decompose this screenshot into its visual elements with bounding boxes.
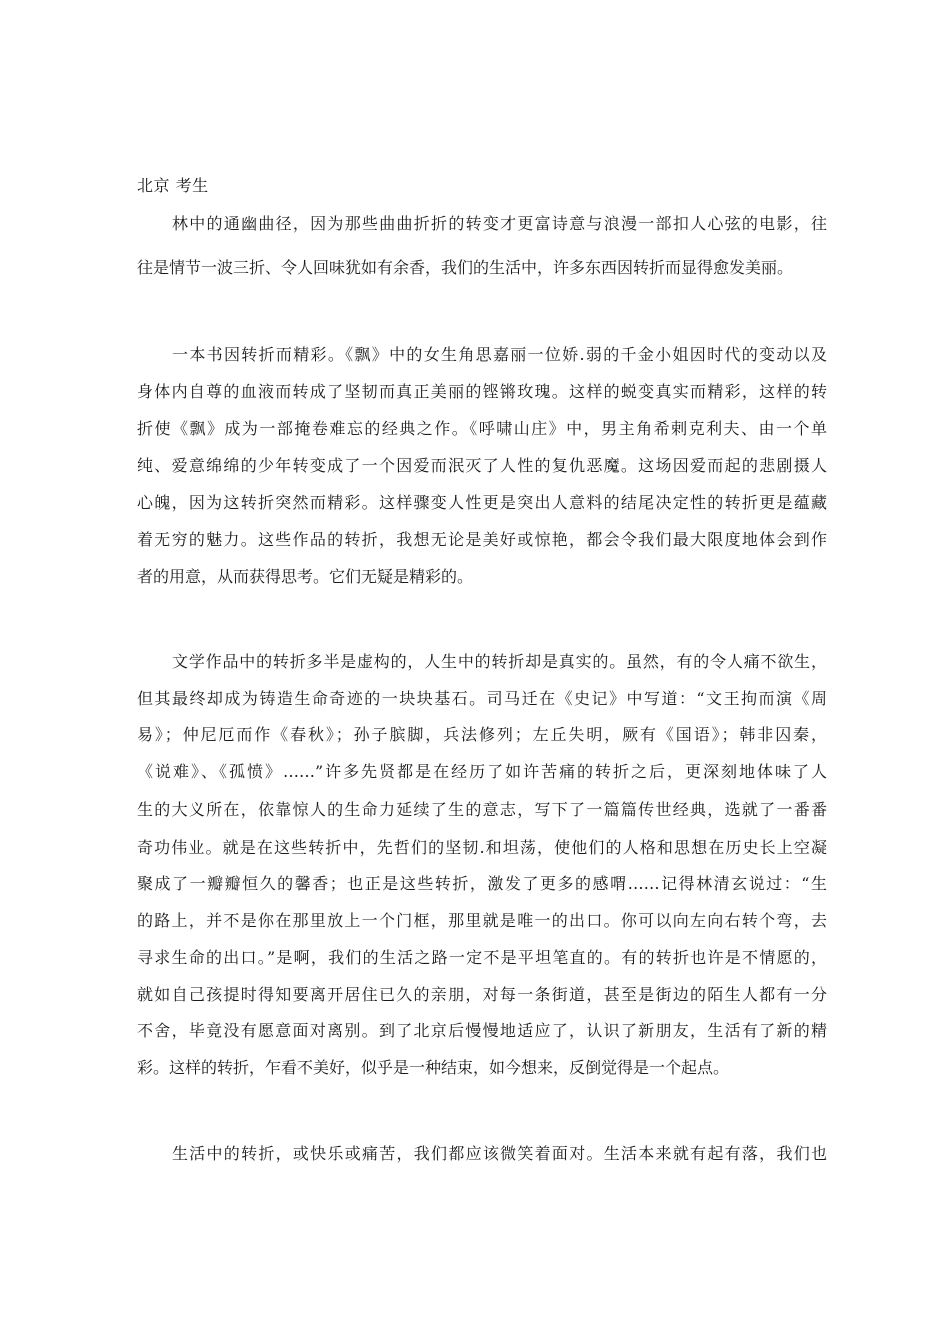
- paragraph-2-line-4: 纯、爱意绵绵的少年转变成了一个因爱而泯灭了人性的复仇恶魔。这场因爱而起的悲剧摄人: [137, 456, 827, 475]
- author-line: 北京 考生: [137, 176, 209, 195]
- paragraph-2-line-3: 折使《飘》成为一部掩卷难忘的经典之作。《呼啸山庄》中，男主角希剌克利夫、由一个单: [137, 419, 827, 438]
- paragraph-2-line-6: 着无穷的魅力。这些作品的转折，我想无论是美好或惊艳，都会令我们最大限度地体会到作: [137, 530, 827, 549]
- paragraph-4-line-1: 生活中的转折，或快乐或痛苦，我们都应该微笑着面对。生活本来就有起有落，我们也: [172, 1144, 827, 1163]
- paragraph-1-line-1: 林中的通幽曲径，因为那些曲曲折折的转变才更富诗意与浪漫一部扣人心弦的电影，往: [172, 214, 827, 233]
- paragraph-2-line-1: 一本书因转折而精彩。《飘》中的女生角思嘉丽一位娇.弱的千金小姐因时代的变动以及: [172, 345, 827, 364]
- paragraph-3-line-11: 不舍，毕竟没有愿意面对离别。到了北京后慢慢地适应了，认识了新朋友，生活有了新的精: [137, 1021, 827, 1040]
- paragraph-2-line-2: 身体内自尊的血液而转成了坚韧而真正美丽的铿锵玫瑰。这样的蜕变真实而精彩，这样的转: [137, 382, 827, 401]
- paragraph-3-line-6: 奇功伟业。就是在这些转折中，先哲们的坚韧.和坦荡，使他们的人格和思想在历史长上空凝: [137, 838, 827, 857]
- paragraph-3-line-9: 寻求生命的出口。”是啊，我们的生活之路一定不是平坦笔直的。有的转折也许是不情愿的，: [137, 948, 827, 967]
- paragraph-2-line-5: 心魄，因为这转折突然而精彩。这样骤变人性更是突出人意料的结尾决定性的转折更是蕴藏: [137, 493, 827, 512]
- paragraph-3-line-1: 文学作品中的转折多半是虚构的，人生中的转折却是真实的。虽然，有的令人痛不欲生，: [172, 652, 827, 671]
- paragraph-3-line-10: 就如自己孩提时得知要离开居住已久的亲朋，对每一条街道，甚至是街边的陌生人都有一分: [137, 985, 827, 1004]
- paragraph-3-line-2: 但其最终却成为铸造生命奇迹的一块块基石。司马迁在《史记》中写道：“文王拘而演《周: [137, 689, 827, 708]
- paragraph-3-line-8: 的路上，并不是你在那里放上一个门框，那里就是唯一的出口。你可以向左向右转个弯，去: [137, 911, 827, 930]
- paragraph-3-line-12: 彩。这样的转折，乍看不美好，似乎是一种结束，如今想来，反倒觉得是一个起点。: [137, 1058, 730, 1077]
- paragraph-3-line-4: 《说难》、《孤愤》……”许多先贤都是在经历了如许苦痛的转折之后，更深刻地体味了人: [137, 762, 827, 781]
- paragraph-3-line-5: 生的大义所在，依靠惊人的生命力延续了生的意志，写下了一篇篇传世经典，选就了一番番: [137, 800, 827, 819]
- paragraph-1-line-2: 往是情节一波三折、令人回味犹如有余香，我们的生活中，许多东西因转折而显得愈发美丽。: [137, 258, 794, 277]
- paragraph-3-line-3: 易》；仲尼厄而作《春秋》；孙子膑脚，兵法修列；左丘失明，厥有《国语》；韩非囚秦，: [137, 725, 827, 744]
- paragraph-2-line-7: 者的用意，从而获得思考。它们无疑是精彩的。: [137, 567, 474, 586]
- paragraph-3-line-7: 聚成了一瓣瓣恒久的馨香；也正是这些转折，激发了更多的感喟……记得林清玄说过：“生: [137, 874, 827, 893]
